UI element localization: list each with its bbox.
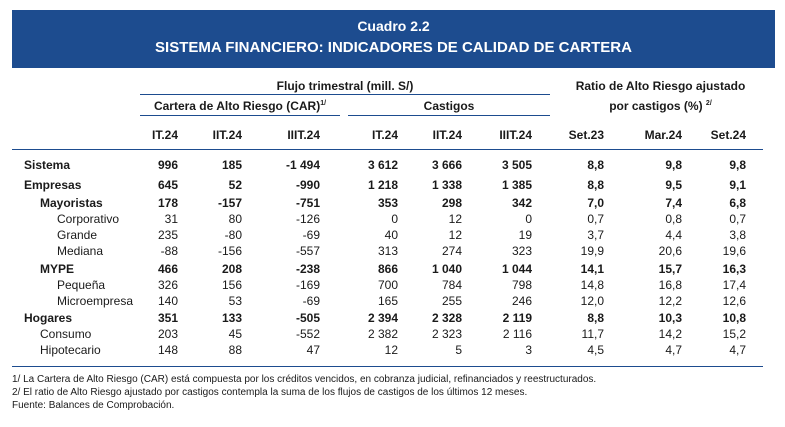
table-cell: 323 [511, 244, 532, 258]
table-cell: 4,5 [587, 343, 604, 357]
table-cell: 14,8 [580, 278, 604, 292]
rule-car [140, 115, 340, 116]
table-cell: -69 [302, 228, 320, 242]
table-cell: 10,8 [722, 311, 746, 325]
table-cell: -751 [295, 196, 320, 210]
table-cell: -126 [295, 212, 320, 226]
table-cell: -157 [217, 196, 242, 210]
row-label: Pequeña [57, 278, 106, 292]
table-cell: 80 [228, 212, 242, 226]
table-cell: 9,8 [729, 158, 746, 172]
table-cell: 178 [157, 196, 178, 210]
table-cell: -80 [224, 228, 242, 242]
table-cell: 784 [441, 278, 462, 292]
table-cell: 53 [228, 294, 242, 308]
row-label: Sistema [24, 158, 71, 172]
table-cell: 2 116 [502, 327, 532, 341]
table-cell: 17,4 [722, 278, 746, 292]
table-cell: 12,2 [658, 294, 682, 308]
table-cell: 9,1 [729, 178, 746, 192]
table-title-banner [12, 10, 775, 68]
table-cell: 351 [157, 311, 178, 325]
header-ratio-footnote-ref: 2/ [705, 100, 712, 107]
table-cell: 1 338 [431, 178, 462, 192]
table-cell: 156 [221, 278, 242, 292]
table-cell: 203 [157, 327, 178, 341]
table-cell: 8,8 [587, 178, 604, 192]
table-cell: 9,8 [665, 158, 682, 172]
table-title: SISTEMA FINANCIERO: INDICADORES DE CALIDAD DE CARTERA [155, 39, 632, 56]
table-cell: 1 218 [367, 178, 398, 192]
header-ratio-line1: Ratio de Alto Riesgo ajustado [575, 79, 746, 93]
table-cell: 45 [228, 327, 242, 341]
table-cell: 246 [511, 294, 532, 308]
table-cell: 0 [391, 212, 398, 226]
rule-bottom [12, 366, 763, 367]
table-cell: 52 [228, 178, 242, 192]
header-ratio-text: por castigos (%) [609, 99, 703, 113]
footnote-2: 2/ El ratio de Alto Riesgo ajustado por castigos contempla la suma de los flujos de castigos de los últimos 12 meses. [12, 387, 528, 398]
table-cell: 0,7 [587, 212, 604, 226]
period-header: IIT.24 [432, 128, 462, 142]
table-cell: 2 394 [367, 311, 398, 325]
table-cell: 40 [384, 228, 398, 242]
row-label: Mediana [57, 244, 104, 258]
table-cell: 1 044 [501, 262, 532, 276]
table-cell: 140 [157, 294, 178, 308]
table-cell: 12 [448, 212, 462, 226]
period-header: IT.24 [151, 128, 178, 142]
period-header: IIIT.24 [499, 128, 532, 142]
table-cell: 14,1 [580, 262, 604, 276]
table-cell: 3 666 [431, 158, 462, 172]
table-cell: 148 [157, 343, 178, 357]
table-cell: 7,4 [665, 196, 682, 210]
table-cell: -505 [295, 311, 320, 325]
table-cell: 10,3 [658, 311, 682, 325]
table-cell: 645 [157, 178, 178, 192]
header-ratio-line2 [558, 99, 763, 113]
table-cell: -552 [295, 327, 320, 341]
table-cell: 3,7 [587, 228, 604, 242]
table-cell: 11,7 [581, 327, 604, 341]
table-cell: 16,3 [722, 262, 746, 276]
period-header: IT.24 [371, 128, 398, 142]
table-cell: -990 [295, 178, 320, 192]
table-cell: -69 [302, 294, 320, 308]
table-cell: 20,6 [658, 244, 682, 258]
table-cell: 12,6 [722, 294, 746, 308]
row-label: Empresas [24, 178, 82, 192]
table-number: Cuadro 2.2 [357, 18, 430, 34]
header-car-text: Cartera de Alto Riesgo (CAR) [153, 99, 321, 113]
row-label: MYPE [40, 262, 75, 276]
table-cell: 353 [377, 196, 398, 210]
table-cell: 0,7 [729, 212, 746, 226]
row-label: Corporativo [57, 212, 120, 226]
table-cell: -557 [295, 244, 320, 258]
table-cell: 3 612 [367, 158, 398, 172]
table-cell: 9,5 [665, 178, 682, 192]
table-cell: 3 505 [501, 158, 532, 172]
table-cell: 466 [157, 262, 178, 276]
table-cell: 133 [221, 311, 242, 325]
table-cell: 2 323 [431, 327, 462, 341]
table-cell: 88 [228, 343, 242, 357]
table-cell: -88 [160, 244, 178, 258]
row-label: Consumo [40, 327, 92, 341]
table-cell: 235 [157, 228, 178, 242]
period-header: IIT.24 [212, 128, 242, 142]
footnote-1: 1/ La Cartera de Alto Riesgo (CAR) está compuesta por los créditos vencidos, en cobranza judicial, refinanciados y reestructurados. [12, 374, 597, 385]
row-label: Hipotecario [40, 343, 101, 357]
table-cell: 313 [377, 244, 398, 258]
table-cell: 7,0 [587, 196, 604, 210]
table-cell: -238 [295, 262, 320, 276]
table-cell: 1 385 [501, 178, 532, 192]
period-header: Set.24 [710, 128, 746, 142]
table-cell: 185 [221, 158, 242, 172]
table-cell: 165 [377, 294, 398, 308]
rule-flujo [140, 94, 550, 95]
table-cell: 326 [157, 278, 178, 292]
row-label: Hogares [24, 311, 73, 325]
table-cell: 298 [441, 196, 462, 210]
header-car-footnote-ref: 1/ [320, 100, 327, 107]
table-cell: 12 [448, 228, 462, 242]
table-cell: 3,8 [729, 228, 746, 242]
table-cell: 16,8 [658, 278, 682, 292]
table-cell: 798 [511, 278, 532, 292]
row-label: Mayoristas [40, 196, 103, 210]
table-cell: 8,8 [587, 158, 604, 172]
table-cell: 2 382 [367, 327, 398, 341]
table-cell: 0 [525, 212, 532, 226]
header-car [140, 99, 340, 113]
table-cell: 0,8 [665, 212, 682, 226]
table-cell: 2 119 [502, 311, 532, 325]
table-cell: 19 [518, 228, 532, 242]
table-cell: 4,7 [665, 343, 682, 357]
table-cell: 14,2 [658, 327, 682, 341]
period-header: Set.23 [568, 128, 604, 142]
table-cell: 15,2 [722, 327, 746, 341]
row-label: Grande [57, 228, 98, 242]
table-cell: 47 [306, 343, 320, 357]
table-cell: 8,8 [587, 311, 604, 325]
table-cell: -169 [295, 278, 320, 292]
header-castigos: Castigos [423, 99, 475, 113]
table-cell: -1 494 [285, 158, 320, 172]
table-cell: 12,0 [580, 294, 604, 308]
table-cell: 4,7 [729, 343, 746, 357]
table-cell: -156 [217, 244, 242, 258]
table-cell: 6,8 [729, 196, 746, 210]
source-note: Fuente: Balances de Comprobación. [12, 400, 175, 411]
rule-castigos [348, 115, 550, 116]
rule-under-periods [12, 149, 763, 150]
table-cell: 996 [157, 158, 178, 172]
table-cell: 31 [164, 212, 178, 226]
table-cell: 274 [441, 244, 462, 258]
table-cell: 3 [525, 343, 532, 357]
table-cell: 866 [377, 262, 398, 276]
table-cell: 4,4 [665, 228, 682, 242]
table-cell: 342 [511, 196, 532, 210]
table-cell: 208 [221, 262, 242, 276]
table-cell: 255 [441, 294, 462, 308]
table-cell: 15,7 [658, 262, 682, 276]
table-cell: 19,6 [722, 244, 746, 258]
table-cell: 5 [455, 343, 462, 357]
period-header: IIIT.24 [287, 128, 320, 142]
table-cell: 12 [384, 343, 398, 357]
header-flujo: Flujo trimestral (mill. S/) [276, 79, 414, 93]
table-cell: 2 328 [431, 311, 462, 325]
table-cell: 19,9 [580, 244, 604, 258]
table-cell: 1 040 [431, 262, 462, 276]
row-label: Microempresa [57, 294, 134, 308]
table-cell: 700 [377, 278, 398, 292]
period-header: Mar.24 [644, 128, 682, 142]
